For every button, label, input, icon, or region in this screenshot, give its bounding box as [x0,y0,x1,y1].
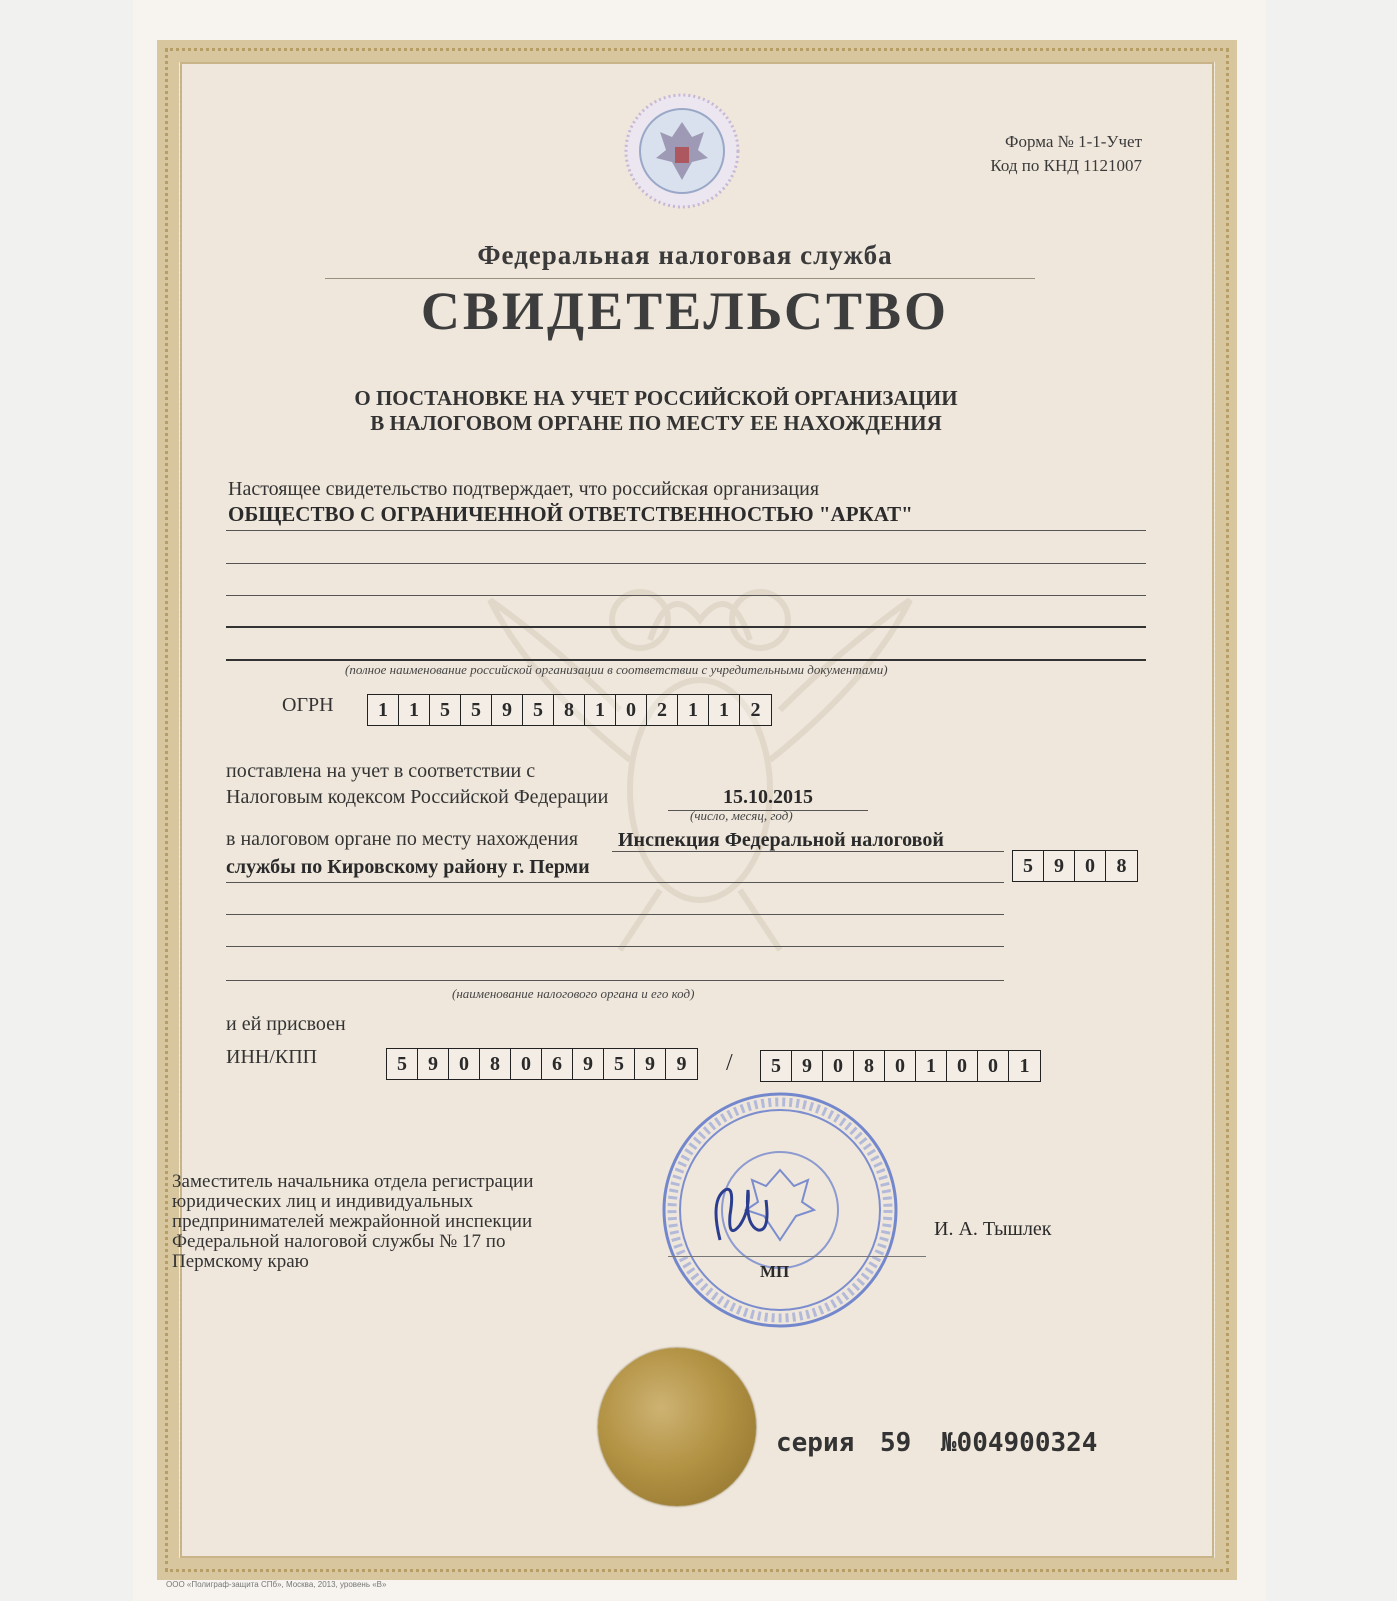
subtitle-line-2: В НАЛОГОВОМ ОРГАНЕ ПО МЕСТУ ЕЕ НАХОЖДЕНИЯ [370,411,942,435]
series-block [776,1428,1097,1458]
registration-line-2: Налоговым кодексом Российской Федерации [226,786,609,808]
position-line-4: Федеральной налоговой службы № 17 по [172,1231,506,1252]
agency-name: Федеральная налоговая служба [477,240,893,270]
digit-cell: 9 [635,1049,666,1079]
digit-cell: 5 [387,1049,418,1079]
digit-cell: 5 [523,695,554,725]
digit-cell: 8 [480,1049,511,1079]
authority-line-2: службы по Кировскому району г. Перми [226,856,590,878]
digit-cell: 5 [604,1049,635,1079]
signatory-position [172,1172,533,1272]
signature-icon [700,1170,790,1250]
fill-line [226,882,1004,883]
fill-line [226,946,1004,947]
organization-name: ОБЩЕСТВО С ОГРАНИЧЕННОЙ ОТВЕТСТВЕННОСТЬЮ "АРКАТ" [228,502,913,526]
inn-boxes [386,1048,698,1080]
digit-cell: 9 [792,1051,823,1081]
fill-line [226,980,1004,981]
digit-cell: 0 [978,1051,1009,1081]
date-note: (число, месяц, год) [690,808,793,823]
digit-cell: 8 [1116,855,1127,877]
series-value: 59 [879,1428,912,1458]
eagle-watermark-icon [470,560,930,960]
digit-cell: 1 [368,695,399,725]
position-line-1: Заместитель начальника отдела регистрации [172,1171,534,1192]
organization-name-note: (полное наименование российской организации в соответствии с учредительными документами) [345,662,888,677]
kpp-boxes [760,1050,1041,1082]
digit-cell: 1 [1019,1055,1030,1077]
digit-cell: 5 [1013,851,1044,881]
digit-cell: 1 [709,695,740,725]
registration-date: 15.10.2015 [723,786,813,808]
seal-place-mark: МП [760,1262,790,1281]
ogrn-boxes [367,694,772,726]
authority-line-1: Инспекция Федеральной налоговой [618,829,944,851]
digit-cell: 9 [418,1049,449,1079]
fill-line [612,851,1004,852]
series-label: серия [776,1428,855,1458]
inn-kpp-label: ИНН/КПП [226,1046,318,1068]
form-number: Форма № 1-1-Учет [1005,132,1142,151]
digit-cell: 5 [430,695,461,725]
series-number: №004900324 [940,1428,1098,1458]
digit-cell: 2 [750,699,761,721]
printer-footer: ООО «Полиграф-защита СПб», Москва, 2013, уровень «В» [166,1580,387,1589]
gold-seal-icon [598,1348,756,1506]
fns-emblem-icon [620,92,744,210]
document-subtitle [0,386,1312,436]
signatory-name: И. А. Тышлек [934,1218,1052,1240]
authority-code-boxes [1012,850,1138,882]
fill-line [226,626,1146,628]
digit-cell: 9 [492,695,523,725]
agency-divider [325,278,1035,279]
fill-line [226,659,1146,661]
ogrn-label: ОГРН [282,694,334,716]
registration-line-1: поставлена на учет в соответствии с [226,760,536,782]
organization-intro: Настоящее свидетельство подтверждает, что российская организация [228,478,820,500]
digit-cell: 9 [573,1049,604,1079]
digit-cell: 1 [585,695,616,725]
fill-line [226,563,1146,564]
digit-cell: 0 [449,1049,480,1079]
digit-cell: 5 [761,1051,792,1081]
position-line-5: Пермскому краю [172,1251,309,1272]
digit-cell: 0 [511,1049,542,1079]
document-title: СВИДЕТЕЛЬСТВО [420,281,950,341]
fill-line [226,530,1146,531]
authority-note: (наименование налогового органа и его код) [452,986,695,1001]
digit-cell: 0 [1075,851,1106,881]
digit-cell: 2 [647,695,678,725]
digit-cell: 0 [616,695,647,725]
digit-cell: 1 [678,695,709,725]
digit-cell: 0 [947,1051,978,1081]
digit-cell: 1 [916,1051,947,1081]
inn-kpp-separator: / [726,1050,733,1076]
fill-line [226,914,1004,915]
digit-cell: 6 [542,1049,573,1079]
position-line-3: предпринимателей межрайонной инспекции [172,1211,533,1232]
digit-cell: 8 [554,695,585,725]
subtitle-line-1: О ПОСТАНОВКЕ НА УЧЕТ РОССИЙСКОЙ ОРГАНИЗАЦИИ [354,386,958,410]
digit-cell: 9 [1044,851,1075,881]
digit-cell: 1 [399,695,430,725]
place-label: в налоговом органе по месту нахождения [226,828,579,850]
position-line-2: юридических лиц и индивидуальных [172,1191,474,1212]
digit-cell: 9 [676,1053,687,1075]
form-identifier [990,130,1142,178]
signature-line [668,1256,926,1257]
digit-cell: 5 [461,695,492,725]
digit-cell: 0 [885,1051,916,1081]
assigned-label: и ей присвоен [226,1013,346,1035]
knd-code: Код по КНД 1121007 [990,156,1142,175]
digit-cell: 0 [823,1051,854,1081]
digit-cell: 8 [854,1051,885,1081]
fill-line [226,595,1146,596]
